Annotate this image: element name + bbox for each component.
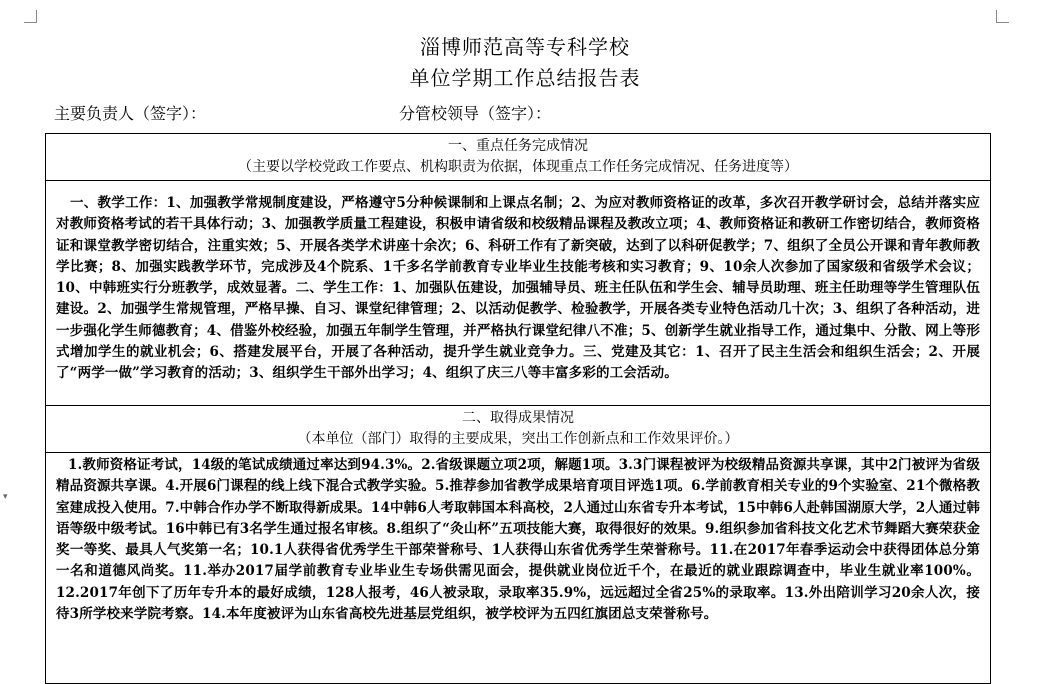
section1-content-cell[interactable] xyxy=(46,181,991,406)
page-corner-mark-right xyxy=(996,10,1009,23)
principal-signature-label: 主要负责人（签字）： xyxy=(54,104,207,123)
form-title: 单位学期工作总结报告表 xyxy=(409,66,641,90)
section1-header-cell xyxy=(46,134,991,181)
section2-header-cell xyxy=(46,406,991,453)
page-corner-mark-left xyxy=(24,10,37,23)
section1-subheading: （主要以学校党政工作要点、机构职责为依据，体现重点工作任务完成情况、任务进度等） xyxy=(238,159,798,175)
section2-heading: 二、取得成果情况 xyxy=(462,410,574,426)
section2-subheading: （本单位（部门）取得的主要成果，突出工作创新点和工作效果评价。） xyxy=(297,431,739,447)
leader-signature-label: 分管校领导（签字）： xyxy=(399,104,552,123)
section2-content-cell[interactable] xyxy=(46,453,991,684)
section1-content: 一、教学工作：1、加强教学常规制度建设，严格遵守5分种候课制和上课点名制；2、为应对教师资格证的改革，多次召开教学研讨会，总结并落实应对教师资格考试的若干具体行动；3、加强教学质量工程建设，积极申请省级和校级精品课程及教改立项；4、教师资格证和教研工作密切结合，教师资格证和课堂教学密切结合，注重实效；5、开展各类学术讲座十余次；6、科研工作有了新突破，达到了以科研促教学；7、组织了全员公开课和青年教师教学比赛；8、加强实践教学环节，完成涉及4个院系、1千多名学前教育专业毕业生技能考核和实习教育；9、10余人次参加了国家级和省级学术会议；10、中韩班实行分班教学，成效显著。二、学生工作：1、加强队伍建设，加强辅导员、班主任队伍和学生会、辅导员助理、班主任助理等学生管理队伍建设。2、加强学生常规管理，严格早操、自习、课堂纪律管理；2、以活动促教学、检验教学，开展各类专业特色活动几十次；3、组织了各种活动，进一步强化学生师德教育；4、借鉴外校经验，加强五年制学生管理，并严格执行课堂纪律八不准；5、创新学生就业指导工作，通过集中、分散、网上等形式增加学生的就业机会；6、搭建发展平台，开展了各种活动，提升学生就业竞争力。三、党建及其它：1、召开了民主生活会和组织生活会；2、开展了“两学一做”学习教育的活动；3、组织学生干部外出学习；4、组织了庆三八等丰富多彩的工会活动。 xyxy=(56,195,980,382)
school-name: 淄博师范高等专科学校 xyxy=(420,35,630,59)
section2-content: 1.教师资格证考试，14级的笔试成绩通过率达到94.3%。2.省级课题立项2项，解题1项。3.3门课程被评为校级精品资源共享课，其中2门被评为省级精品资源共享课。4.开展6门课程的线上线下混合式教学实验。5.推荐参加省教学成果培育项目评选1项。6.学前教育相关专业的9个实验室、21个微格教室建成投入使用。7.中韩合作办学不断取得新成果。14中韩6人考取韩国本科高校，2人通过山东省专升本考试，15中韩6人赴韩国湖原大学，2人通过韩语等级中级考试。16中韩已有3名学生通过报名审核。8.组织了“灸山杯”五项技能大赛，取得很好的效果。9.组织参加省科技文化艺术节舞蹈大赛荣获金奖一等奖、最具人气奖第一名；10.1人获得省优秀学生干部荣誉称号、1人获得山东省优秀学生荣誉称号。11.在2017年春季运动会中获得团体总分第一名和道德风尚奖。11.举办2017届学前教育专业毕业生专场供需见面会，提供就业岗位近千个，在最近的就业跟踪调查中，毕业生就业率100%。12.2017年创下了历年专升本的最好成绩，128人报考，46人被录取，录取率35.9%，远远超过全省25%的录取率。13.外出陪训学习20余人次，接待3所学校来学院考察。14.本年度被评为山东省高校先进基层党组织，被学校评为五四红旗团总支荣誉称号。 xyxy=(56,457,980,623)
margin-marker-icon: ▾ xyxy=(3,492,8,502)
section1-heading: 一、重点任务完成情况 xyxy=(448,138,588,154)
report-table xyxy=(45,133,991,684)
